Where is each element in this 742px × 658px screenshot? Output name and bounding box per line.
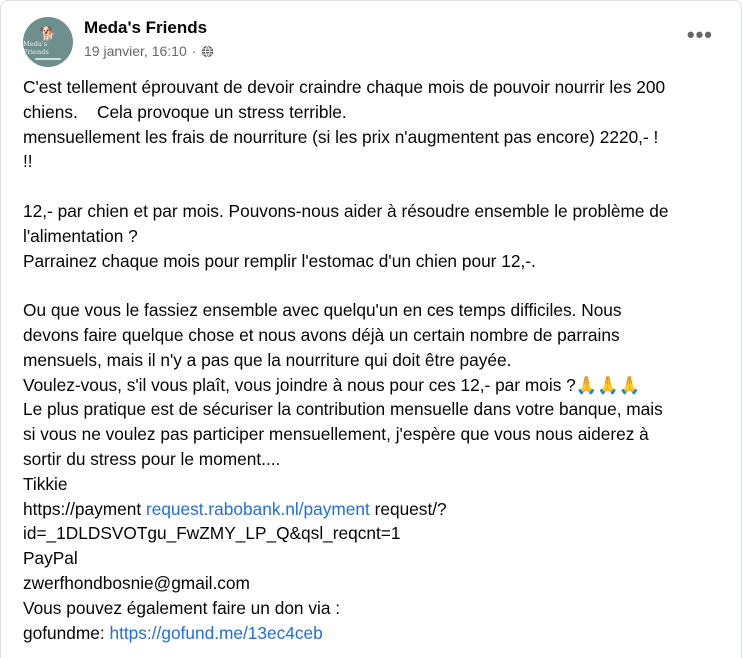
post-line: devons faire quelque chose et nous avons déjà un certain nombre de parrains <box>23 324 620 345</box>
post-line: Voulez-vous, s'il vous plaît, vous joindre à nous pour ces 12,- par mois ?🙏🙏🙏 <box>23 374 641 395</box>
page-name-link[interactable]: Meda's Friends <box>84 18 208 37</box>
blank-line <box>23 273 719 298</box>
payment-id: id=_1DLDSVOTgu_FwZMY_LP_Q&qsl_reqcnt=1 <box>23 523 401 544</box>
blank-line <box>23 174 719 199</box>
dog-icon: 🐕 <box>39 25 57 41</box>
post-header <box>23 17 721 67</box>
gofundme-prefix: gofundme: <box>23 622 110 643</box>
avatar-divider <box>35 58 61 60</box>
email-address: zwerfhondbosnie@gmail.com <box>23 572 250 593</box>
post-line: si vous ne voulez pas participer mensuellement, j'espère que vous nous aiderez à <box>23 424 649 445</box>
gofundme-link[interactable]: https://gofund.me/13ec4ceb <box>109 622 323 643</box>
donate-via-text: Vous pouvez également faire un don via : <box>23 597 341 618</box>
payment-suffix: request/? <box>369 498 447 519</box>
post-line: 12,- par chien et par mois. Pouvons-nous aider à résoudre ensemble le problème de <box>23 200 669 221</box>
gofundme-line <box>23 621 719 646</box>
post-line: Tikkie <box>23 473 68 494</box>
post-line: sortir du stress pour le moment.... <box>23 448 281 469</box>
post-line: !! <box>23 151 33 172</box>
avatar[interactable] <box>23 17 73 67</box>
post-line: l'alimentation ? <box>23 225 138 246</box>
post-line: mensuellement les frais de nourriture (si les prix n'augmentent pas encore) 2220,- ! <box>23 126 659 147</box>
avatar-brand-text: Meda's Friends <box>23 39 49 56</box>
post-line: Ou que vous le fassiez ensemble avec quelqu'un en ces temps difficiles. Nous <box>23 300 622 321</box>
paypal-label: PayPal <box>23 548 78 569</box>
more-options-icon[interactable]: ••• <box>686 22 713 47</box>
payment-line <box>23 497 719 522</box>
post-line: mensuels, mais il n'y a pas que la nourriture qui doit être payée. <box>23 349 512 370</box>
meta-separator: · <box>191 43 197 59</box>
payment-prefix: https://payment <box>23 498 146 519</box>
rabobank-link[interactable]: request.rabobank.nl/payment <box>145 498 370 519</box>
post-meta <box>84 43 214 59</box>
post-line: Parrainez chaque mois pour remplir l'estomac d'un chien pour 12,-. <box>23 250 536 271</box>
post-body <box>23 75 719 645</box>
post-line: chiens. Cela provoque un stress terrible. <box>23 101 347 122</box>
post-line: C'est tellement éprouvant de devoir craindre chaque mois de pouvoir nourrir les 200 <box>23 77 666 97</box>
post-line: Le plus pratique est de sécuriser la contribution mensuelle dans votre banque, mais <box>23 399 663 420</box>
post-timestamp[interactable]: 19 janvier, 16:10 <box>84 43 187 59</box>
globe-icon[interactable] <box>201 45 214 58</box>
